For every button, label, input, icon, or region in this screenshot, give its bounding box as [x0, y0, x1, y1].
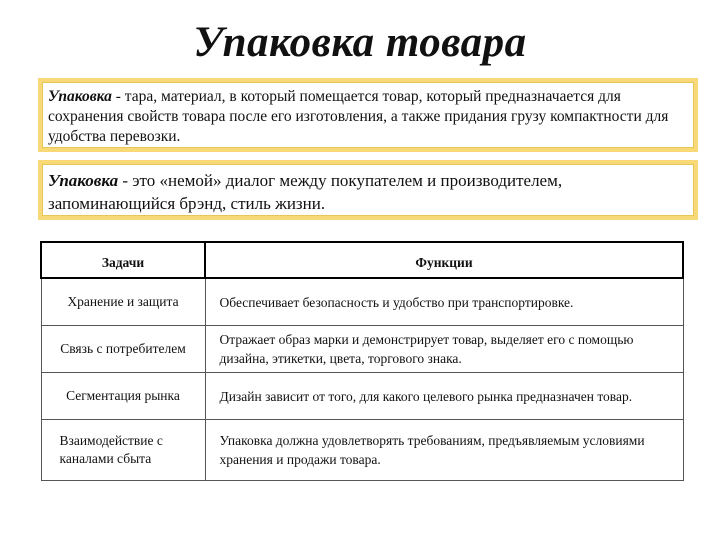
function-cell: Дизайн зависит от того, для какого целевого рынка предназначен товар.	[205, 373, 683, 420]
table-row	[41, 326, 683, 373]
table-row	[41, 373, 683, 420]
function-cell: Отражает образ марки и демонстрирует товар, выделяет его с помощью дизайна, этикетки, цвета, торгового знака.	[205, 326, 683, 373]
header-tasks: Задачи	[41, 242, 205, 278]
definition-box-2	[38, 160, 698, 220]
function-cell: Упаковка должна удовлетворять требованиям, предъявляемым условиями хранения и продажи товара.	[205, 420, 683, 481]
tasks-functions-table	[40, 241, 684, 481]
definition-box-1	[38, 78, 698, 152]
header-functions: Функции	[205, 242, 683, 278]
definition-1-text: - тара, материал, в который помещается товар, который предназначается для сохранения свойств товара после его изготовления, а также придания грузу компактности для удобства перевозки.	[48, 88, 669, 145]
table-row	[41, 278, 683, 326]
table-header-row	[41, 242, 683, 278]
definition-1-term: Упаковка	[48, 88, 112, 105]
page-title: Упаковка товара	[193, 19, 527, 66]
function-cell: Обеспечивает безопасность и удобство при транспортировке.	[205, 278, 683, 326]
task-cell: Хранение и защита	[41, 278, 205, 326]
table-row	[41, 420, 683, 481]
definition-2-text: - это «немой» диалог между покупателем и производителем, запоминающийся брэнд, стиль жизни.	[48, 171, 563, 213]
definition-2-term: Упаковка	[48, 171, 119, 190]
task-cell: Связь с потребителем	[41, 326, 205, 373]
task-cell: Сегментация рынка	[41, 373, 205, 420]
task-cell: Взаимодействие с каналами сбыта	[41, 420, 205, 481]
